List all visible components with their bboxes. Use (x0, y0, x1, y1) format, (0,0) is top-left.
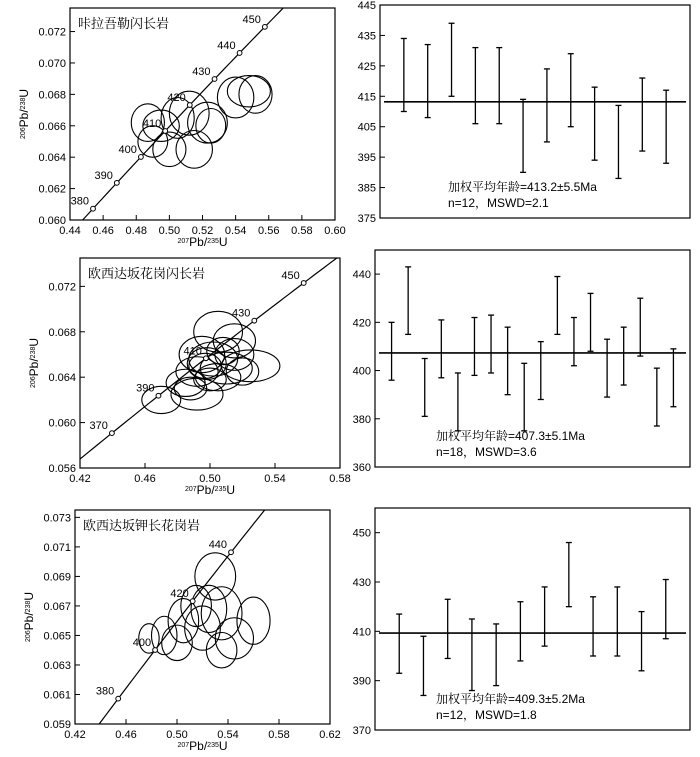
concordia-age-marker (153, 648, 158, 653)
error-bar (590, 597, 596, 656)
panel-frame (80, 258, 340, 468)
concordia-age-label: 450 (281, 269, 300, 282)
error-bar (639, 78, 645, 151)
error-bar (615, 105, 621, 178)
y-tick-label: 0.071 (43, 541, 71, 554)
error-bar (517, 602, 523, 661)
y-axis-label-text: $^{206}$Pb/$^{238}$U (22, 591, 36, 643)
y-tick-label: 0.066 (38, 120, 66, 133)
concordia-age-marker (212, 77, 217, 82)
concordia-age-label: 430 (231, 307, 251, 320)
y-tick-label: 0.067 (43, 600, 71, 613)
y-axis-label (22, 592, 36, 642)
error-bar (654, 368, 660, 426)
error-ellipse (201, 587, 242, 640)
concordia-age-label: 400 (132, 636, 152, 649)
error-bar (542, 587, 548, 646)
error-bar (420, 636, 426, 695)
y-tick-label: 425 (357, 60, 376, 73)
concordia-age-marker (237, 51, 242, 56)
x-tick-label: 0.62 (319, 729, 341, 741)
panel-5 (0, 355, 392, 757)
concordia-age-marker (301, 281, 306, 286)
y-tick-label: 380 (352, 413, 371, 426)
annotation-stats: n=12，MSWD=2.1 (448, 196, 549, 210)
error-ellipse (176, 130, 212, 168)
error-bar (521, 363, 527, 431)
y-tick-label: 0.069 (43, 571, 71, 584)
concordia-age-label: 440 (217, 39, 236, 52)
y-tick-label: 440 (352, 269, 371, 282)
y-tick-label: 390 (352, 675, 371, 688)
error-ellipse (153, 132, 186, 167)
concordia-age-label: 400 (118, 143, 137, 156)
x-tick-label: 0.46 (134, 473, 156, 485)
concordia-age-marker (262, 24, 267, 29)
error-bar (571, 318, 577, 366)
y-tick-label: 420 (352, 317, 371, 330)
concordia-age-label: 420 (167, 92, 186, 105)
y-tick-label: 435 (357, 30, 376, 43)
x-tick-label: 0.58 (268, 729, 290, 741)
error-bar (425, 45, 431, 118)
error-bar (538, 342, 544, 400)
y-tick-label: 0.064 (48, 372, 76, 385)
error-bar (520, 99, 526, 172)
y-tick-label: 450 (352, 527, 371, 540)
error-bar (471, 318, 477, 376)
error-bar (639, 612, 645, 671)
x-tick-label: 0.54 (224, 225, 247, 237)
annotation-age: 加权平均年龄=407.3±5.1Ma (436, 429, 585, 443)
y-axis-label (27, 338, 41, 388)
error-bar (592, 87, 598, 160)
y-tick-label: 0.059 (43, 719, 71, 731)
y-tick-label: 0.060 (38, 215, 66, 227)
concordia-age-marker (163, 129, 168, 134)
y-tick-label: 0.072 (48, 281, 76, 294)
x-tick-label: 0.56 (258, 225, 280, 237)
concordia-age-marker (204, 356, 209, 361)
y-tick-label: 395 (357, 152, 376, 165)
x-tick-label: 0.50 (199, 473, 221, 485)
error-ellipse (215, 618, 253, 659)
concordia-age-label: 390 (136, 382, 155, 395)
concordia-age-label: 450 (242, 13, 261, 26)
error-bar (396, 614, 402, 673)
error-ellipse (195, 553, 236, 600)
y-tick-label: 0.063 (43, 659, 71, 672)
x-tick-label: 0.54 (264, 473, 286, 485)
x-axis-label-text: $^{207}$Pb/$^{235}$U (184, 483, 236, 497)
concordia-age-marker (190, 599, 195, 604)
y-tick-label: 385 (357, 182, 376, 195)
error-bar (568, 54, 574, 127)
x-axis-label-text: $^{207}$Pb/$^{235}$U (177, 235, 228, 249)
y-axis-label (17, 89, 31, 139)
error-bar (449, 23, 455, 96)
error-bar (455, 373, 461, 431)
error-bar (445, 599, 451, 658)
y-tick-label: 0.056 (48, 463, 76, 475)
concordia-age-label: 410 (183, 345, 202, 358)
error-bar (469, 619, 475, 691)
y-tick-label: 0.064 (38, 152, 66, 165)
error-bar (614, 587, 620, 656)
concordia-age-marker (229, 550, 234, 555)
error-bar (488, 315, 494, 373)
x-tick-label: 0.58 (329, 473, 351, 485)
annotation-age: 加权平均年龄=413.2±5.5Ma (448, 180, 597, 194)
y-tick-label: 0.060 (48, 417, 76, 430)
error-bar (604, 339, 610, 397)
error-ellipse (185, 606, 221, 650)
x-tick-label: 0.54 (217, 729, 239, 741)
panel-title: 咔拉吾勒闪长岩 (78, 16, 170, 31)
y-axis-label-text: $^{206}$Pb/$^{238}$U (27, 337, 41, 389)
concordia-age-marker (252, 318, 257, 323)
concordia-age-label: 420 (170, 588, 189, 601)
error-ellipse (196, 109, 226, 144)
y-axis-label-text: $^{206}$Pb/$^{238}$U (17, 88, 31, 140)
x-tick-label: 0.46 (115, 729, 137, 741)
x-tick-label: 0.44 (59, 225, 81, 237)
annotation-age: 加权平均年龄=409.3±5.2Ma (436, 692, 585, 706)
error-bar (422, 359, 428, 417)
error-ellipse (206, 632, 237, 667)
error-bar (554, 277, 560, 335)
y-tick-label: 0.068 (48, 326, 76, 339)
error-ellipse (166, 369, 205, 396)
panel-6 (353, 508, 690, 737)
x-tick-label: 0.50 (158, 225, 181, 237)
error-ellipse (227, 76, 270, 107)
y-tick-label: 415 (357, 91, 376, 104)
error-bar (505, 327, 511, 395)
y-tick-label: 360 (352, 462, 371, 474)
panel-2 (358, 0, 690, 225)
concordia-age-label: 390 (94, 169, 113, 182)
x-axis-label-text: $^{207}$Pb/$^{235}$U (177, 739, 228, 753)
concordia-age-label: 410 (142, 118, 162, 131)
x-tick-label: 0.50 (166, 729, 188, 741)
y-tick-label: 400 (352, 365, 371, 378)
x-tick-label: 0.60 (324, 225, 346, 237)
x-axis-label (177, 739, 227, 753)
annotation-stats: n=12，MSWD=1.8 (436, 708, 537, 722)
error-bar (670, 349, 676, 407)
concordia-age-marker (116, 696, 121, 701)
concordia-age-label: 370 (89, 420, 108, 433)
y-tick-label: 410 (352, 626, 371, 639)
annotation-stats: n=18，MSWD=3.6 (436, 445, 537, 459)
y-tick-label: 445 (357, 0, 376, 12)
x-tick-label: 0.52 (191, 225, 214, 237)
x-axis-label (177, 235, 227, 249)
y-tick-label: 0.068 (38, 89, 66, 102)
error-bar (438, 320, 444, 378)
concordia-age-marker (187, 103, 192, 108)
y-tick-label: 370 (352, 725, 371, 737)
y-tick-label: 430 (352, 577, 371, 589)
error-bar (472, 48, 478, 124)
error-bar (637, 298, 643, 356)
concordia-age-marker (156, 393, 161, 398)
y-tick-label: 0.061 (43, 689, 71, 702)
x-tick-label: 0.42 (64, 729, 86, 741)
y-tick-label: 0.073 (43, 512, 71, 525)
error-bar (401, 38, 407, 111)
error-bar (544, 69, 550, 142)
error-bar (566, 543, 572, 607)
x-tick-label: 0.42 (69, 473, 91, 485)
panel-title: 欧西达坂钾长花岗岩 (83, 518, 201, 533)
error-bar (496, 48, 502, 124)
x-axis-label (185, 483, 235, 497)
y-tick-label: 0.065 (43, 630, 71, 643)
error-bar (588, 293, 594, 351)
panel-3 (0, 150, 484, 563)
y-tick-label: 0.072 (38, 26, 66, 39)
error-bar (389, 322, 395, 380)
x-tick-label: 0.58 (291, 225, 313, 237)
x-tick-label: 0.46 (92, 225, 114, 237)
concordia-age-marker (91, 206, 96, 211)
concordia-age-marker (110, 431, 115, 436)
error-bar (621, 327, 627, 385)
y-tick-label: 375 (357, 213, 376, 225)
panel-title: 欧西达坂花岗闪长岩 (88, 266, 206, 281)
concordia-age-label: 440 (208, 539, 228, 552)
y-tick-label: 0.062 (38, 183, 66, 196)
y-tick-label: 0.070 (38, 57, 66, 70)
concordia-age-label: 380 (70, 195, 90, 208)
y-tick-label: 405 (357, 121, 376, 134)
error-bar (663, 580, 669, 639)
error-ellipse (239, 76, 272, 114)
panel-4 (353, 250, 690, 474)
x-tick-label: 0.48 (125, 225, 147, 237)
concordia-age-label: 380 (95, 685, 115, 698)
concordia-age-label: 430 (192, 66, 211, 79)
concordia-age-marker (139, 155, 144, 160)
concordia-age-marker (114, 180, 119, 185)
panel-frame (70, 8, 335, 220)
error-bar (405, 267, 411, 335)
